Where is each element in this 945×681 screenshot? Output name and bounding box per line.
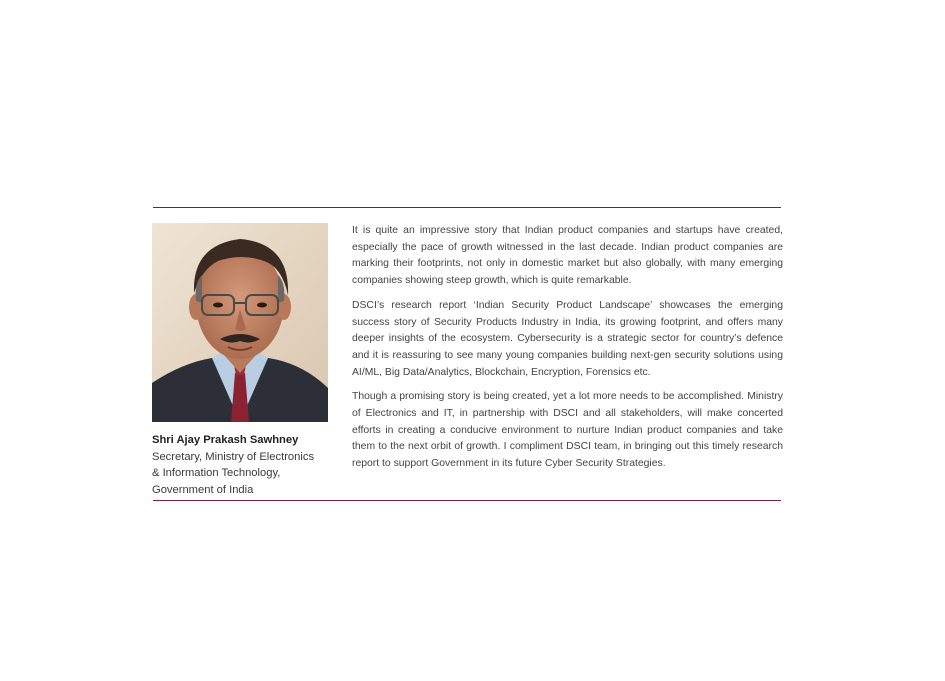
message-paragraph: DSCI’s research report ‘Indian Security Product Landscape’ showcases the emerging success story of Security Products Industry in India, its growing footprint, and offers many deeper insights of the ecosystem. Cybersecurity is a strategic sector for country’s defence and it is reassuring to see many young companies building next-gen security solutions using AI/ML, Big Data/Analytics, Blockchain, Encryption, Forensics etc. (352, 299, 783, 378)
portrait-photo (152, 223, 328, 422)
message-paragraph: Though a promising story is being created, yet a lot more needs to be accomplished. Ministry of Electronics and IT, in partnership with DSCI and all stakeholders, will make concerted efforts in creating a conducive environment to nurture Indian product companies and take them to the next orbit of growth. I compliment DSCI team, in bringing out this timely research report to support Government in its future Cyber Security Strategies. (352, 391, 783, 470)
person-caption (152, 432, 332, 498)
person-role-line: Secretary, Ministry of Electronics (152, 450, 315, 463)
top-divider (153, 207, 781, 208)
message-body (352, 223, 783, 481)
person-role-line: Government of India (152, 483, 254, 496)
message-paragraph: It is quite an impressive story that Indian product companies and startups have created, especially the pace of growth witnessed in the last decade. Indian product companies are marking their footprints, not only in domestic market but also globally, with many emerging companies showing steep growth, which is quite remarkable. (352, 225, 783, 287)
person-name: Shri Ajay Prakash Sawhney (152, 434, 299, 446)
person-role-line: & Information Technology, (152, 467, 281, 479)
bottom-divider (153, 500, 781, 501)
